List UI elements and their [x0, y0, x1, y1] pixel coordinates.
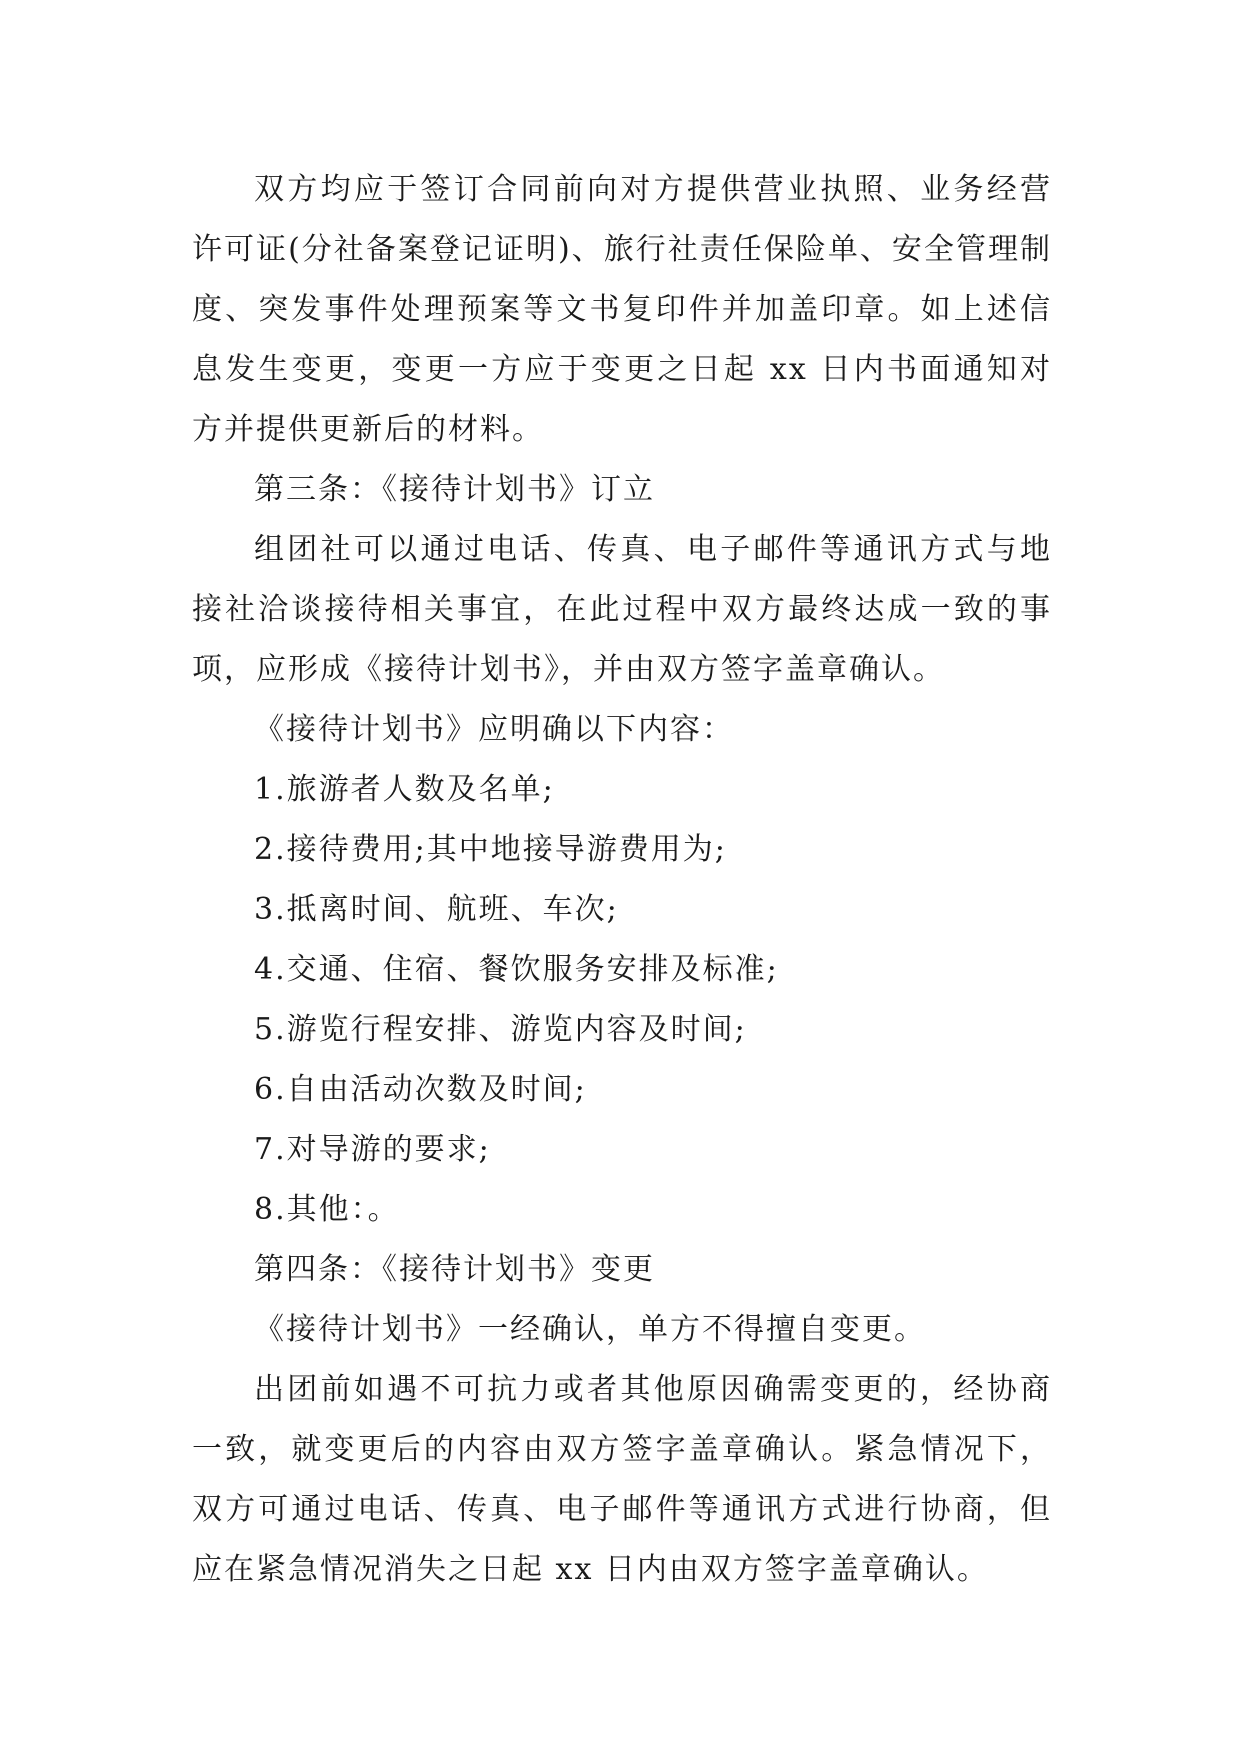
article-4-heading: 第四条：《接待计划书》变更 — [254, 1252, 655, 1287]
list-item-8: 8.其他：。 — [254, 1192, 400, 1227]
article-3-heading: 第三条：《接待计划书》订立 — [254, 472, 655, 507]
paragraph-change-procedure: 出团前如遇不可抗力或者其他原因确需变更的，经协商一致，就变更后的内容由双方签字盖章确认。紧急情况下，双方可通过电话、传真、电子邮件等通讯方式进行协商，但应在紧急情况消失之日起 xx 日内由双方签字盖章确认。 — [192, 1372, 1052, 1587]
list-item-2: 2.接待费用;其中地接导游费用为; — [254, 832, 727, 867]
paragraph-no-unilateral-change: 《接待计划书》一经确认，单方不得擅自变更。 — [254, 1312, 926, 1347]
list-item-5: 5.游览行程安排、游览内容及时间; — [254, 1012, 747, 1047]
list-item-4: 4.交通、住宿、餐饮服务安排及标准; — [254, 952, 779, 987]
paragraph-plan-negotiation: 组团社可以通过电话、传真、电子邮件等通讯方式与地接社洽谈接待相关事宜，在此过程中双方最终达成一致的事项，应形成《接待计划书》，并由双方签字盖章确认。 — [192, 532, 1052, 687]
paragraph-plan-contents-intro: 《接待计划书》应明确以下内容： — [254, 712, 734, 747]
paragraph-business-license: 双方均应于签订合同前向对方提供营业执照、业务经营许可证(分社备案登记证明)、旅行社责任保险单、安全管理制度、突发事件处理预案等文书复印件并加盖印章。如上述信息发生变更，变更一方应于变更之日起 xx 日内书面通知对方并提供更新后的材料。 — [192, 172, 1052, 447]
list-item-1: 1.旅游者人数及名单; — [254, 772, 555, 807]
list-item-7: 7.对导游的要求; — [254, 1132, 491, 1167]
document-body — [192, 160, 1052, 1600]
list-item-3: 3.抵离时间、航班、车次; — [254, 892, 619, 927]
list-item-6: 6.自由活动次数及时间; — [254, 1072, 587, 1107]
